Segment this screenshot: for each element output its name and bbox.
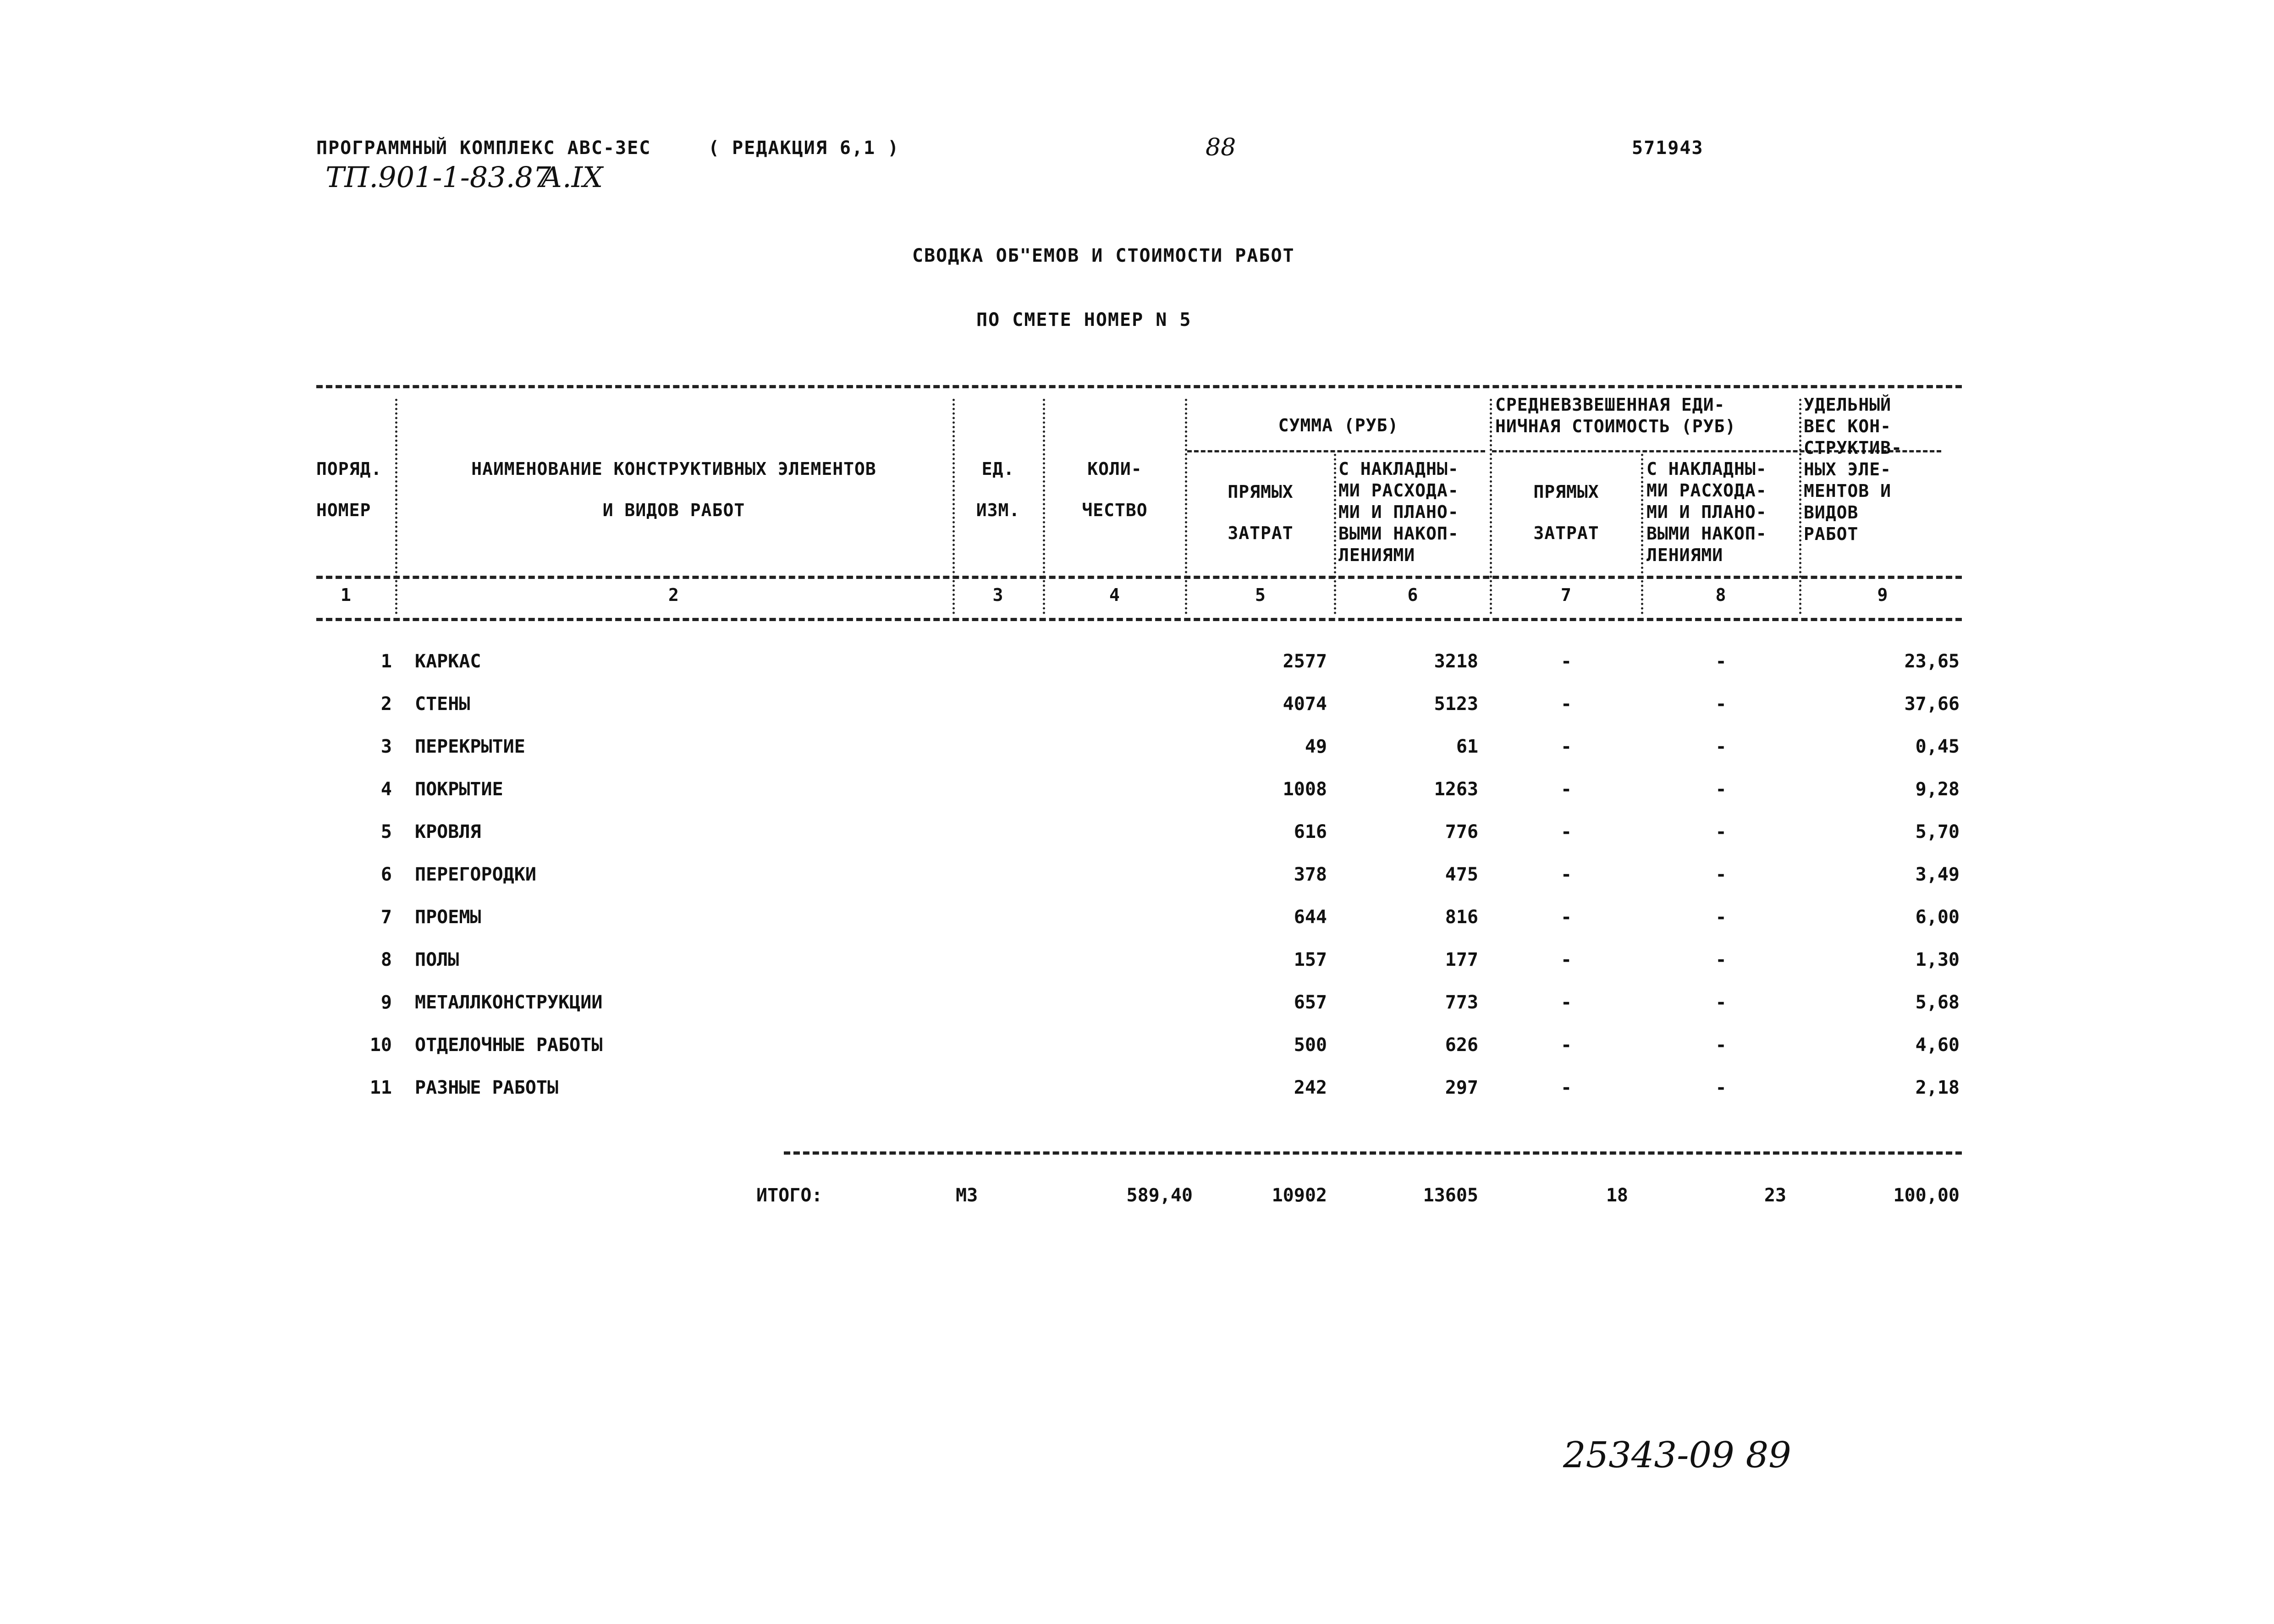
- row-avg-overhead: -: [1715, 821, 1727, 842]
- totals-direct: 10902: [1272, 1185, 1327, 1206]
- col8-header: С НАКЛАДНЫ- МИ РАСХОДА- МИ И ПЛАНО- ВЫМИ НАКОП- ЛЕНИЯМИ: [1646, 459, 1767, 565]
- row-avg-direct: -: [1560, 1077, 1572, 1098]
- row-avg-overhead: -: [1715, 694, 1727, 715]
- row-direct-cost: 242: [1294, 1077, 1327, 1098]
- col5-header-line2: ЗАТРАТ: [1228, 523, 1294, 543]
- row-overhead-cost: 177: [1445, 949, 1478, 970]
- row-avg-direct: -: [1560, 821, 1572, 842]
- col6-header: С НАКЛАДНЫ- МИ РАСХОДА- МИ И ПЛАНО- ВЫМИ НАКОП- ЛЕНИЯМИ: [1338, 459, 1459, 565]
- row-avg-overhead: -: [1715, 907, 1727, 928]
- report-title: СВОДКА ОБ"ЕМОВ И СТОИМОСТИ РАБОТ: [912, 245, 1295, 266]
- col1-header-line2: НОМЕР: [316, 500, 371, 520]
- col2-header-line1: НАИМЕНОВАНИЕ КОНСТРУКТИВНЫХ ЭЛЕМЕНТОВ: [471, 459, 876, 479]
- column-separator: [953, 399, 955, 614]
- col7-header-line2: ЗАТРАТ: [1533, 523, 1599, 543]
- row-direct-cost: 1008: [1283, 779, 1327, 800]
- row-avg-overhead: -: [1715, 779, 1727, 800]
- column-number: 2: [668, 585, 679, 605]
- col7-header-line1: ПРЯМЫХ: [1533, 482, 1599, 502]
- table-top-rule: [316, 385, 1962, 388]
- page-number: 88: [1206, 134, 1236, 161]
- col4-header-line2: ЧЕСТВО: [1082, 500, 1148, 520]
- row-name: ПРОЕМЫ: [415, 907, 481, 928]
- row-share: 5,70: [1915, 821, 1960, 842]
- row-direct-cost: 2577: [1283, 651, 1327, 672]
- row-share: 23,65: [1904, 651, 1960, 672]
- col1-header-line1: ПОРЯД.: [316, 459, 382, 479]
- row-name: СТЕНЫ: [415, 694, 470, 715]
- row-number: 2: [380, 694, 392, 715]
- project-reference: ТП.901-1-83.87: [325, 160, 551, 194]
- column-number: 1: [341, 585, 352, 605]
- row-name: МЕТАЛЛКОНСТРУКЦИИ: [415, 992, 603, 1013]
- row-avg-direct: -: [1560, 949, 1572, 970]
- column-number: 4: [1109, 585, 1120, 605]
- row-direct-cost: 657: [1294, 992, 1327, 1013]
- row-share: 2,18: [1915, 1077, 1960, 1098]
- column-number: 9: [1877, 585, 1889, 605]
- row-share: 9,28: [1915, 779, 1960, 800]
- row-name: РАЗНЫЕ РАБОТЫ: [415, 1077, 559, 1098]
- column-separator: [1799, 399, 1801, 614]
- row-share: 4,60: [1915, 1035, 1960, 1056]
- archive-stamp: 25343-09 89: [1563, 1435, 1791, 1476]
- row-name: ПОКРЫТИЕ: [415, 779, 503, 800]
- totals-quantity: 589,40: [1126, 1185, 1193, 1206]
- column-separator: [1185, 399, 1187, 614]
- row-avg-overhead: -: [1715, 949, 1727, 970]
- row-share: 37,66: [1904, 694, 1960, 715]
- row-avg-direct: -: [1560, 907, 1572, 928]
- edition: ( РЕДАКЦИЯ 6,1 ): [708, 138, 900, 159]
- row-overhead-cost: 816: [1445, 907, 1478, 928]
- row-direct-cost: 157: [1294, 949, 1327, 970]
- row-direct-cost: 616: [1294, 821, 1327, 842]
- row-overhead-cost: 776: [1445, 821, 1478, 842]
- totals-overhead: 13605: [1423, 1185, 1478, 1206]
- row-overhead-cost: 5123: [1434, 694, 1478, 715]
- column-separator: [1641, 454, 1643, 614]
- row-avg-overhead: -: [1715, 1077, 1727, 1098]
- row-overhead-cost: 475: [1445, 864, 1478, 885]
- totals-rule: [784, 1151, 1962, 1155]
- col9-header: УДЕЛЬНЫЙ ВЕС КОН- СТРУКТИВ- НЫХ ЭЛЕ- МЕНТОВ И ВИДОВ РАБОТ: [1804, 395, 1902, 544]
- estimate-number: ПО СМЕТЕ НОМЕР N 5: [976, 309, 1192, 330]
- row-number: 8: [380, 949, 392, 970]
- column-number: 8: [1715, 585, 1727, 605]
- totals-share: 100,00: [1893, 1185, 1960, 1206]
- row-name: КРОВЛЯ: [415, 821, 481, 842]
- row-avg-direct: -: [1560, 736, 1572, 757]
- row-number: 11: [369, 1077, 392, 1098]
- row-overhead-cost: 1263: [1434, 779, 1478, 800]
- totals-avg-direct: 18: [1606, 1185, 1628, 1206]
- row-avg-overhead: -: [1715, 1035, 1727, 1056]
- row-name: ПЕРЕГОРОДКИ: [415, 864, 536, 885]
- row-avg-overhead: -: [1715, 864, 1727, 885]
- row-share: 6,00: [1915, 907, 1960, 928]
- column-separator: [395, 399, 397, 614]
- row-number: 7: [380, 907, 392, 928]
- column-number: 5: [1255, 585, 1266, 605]
- row-overhead-cost: 61: [1456, 736, 1478, 757]
- column-separator: [1334, 454, 1336, 614]
- row-name: КАРКАС: [415, 651, 481, 672]
- row-number: 10: [369, 1035, 392, 1056]
- totals-label: ИТОГО:: [756, 1185, 823, 1206]
- row-direct-cost: 500: [1294, 1035, 1327, 1056]
- row-direct-cost: 644: [1294, 907, 1327, 928]
- col3-header-line1: ЕД.: [981, 459, 1015, 479]
- column-numbers-rule: [316, 618, 1962, 621]
- row-name: ПОЛЫ: [415, 949, 459, 970]
- row-share: 3,49: [1915, 864, 1960, 885]
- row-name: ПЕРЕКРЫТИЕ: [415, 736, 525, 757]
- column-separator: [1490, 399, 1492, 614]
- row-overhead-cost: 773: [1445, 992, 1478, 1013]
- col5-header-line1: ПРЯМЫХ: [1228, 482, 1294, 502]
- column-number: 3: [992, 585, 1004, 605]
- column-number: 7: [1561, 585, 1572, 605]
- col3-header-line2: ИЗМ.: [976, 500, 1020, 520]
- row-avg-overhead: -: [1715, 651, 1727, 672]
- avg-group-header-line1: СРЕДНЕВЗВЕШЕННАЯ ЕДИ-: [1495, 395, 1725, 415]
- row-name: ОТДЕЛОЧНЫЕ РАБОТЫ: [415, 1035, 603, 1056]
- row-avg-direct: -: [1560, 779, 1572, 800]
- avg-group-header-line2: НИЧНАЯ СТОИМОСТЬ (РУБ): [1495, 416, 1736, 436]
- row-overhead-cost: 297: [1445, 1077, 1478, 1098]
- row-avg-direct: -: [1560, 1035, 1572, 1056]
- row-number: 4: [380, 779, 392, 800]
- document-code: 571943: [1632, 138, 1704, 159]
- row-direct-cost: 378: [1294, 864, 1327, 885]
- row-number: 9: [380, 992, 392, 1013]
- totals-unit: М3: [956, 1185, 978, 1206]
- row-number: 3: [380, 736, 392, 757]
- row-avg-overhead: -: [1715, 736, 1727, 757]
- row-overhead-cost: 3218: [1434, 651, 1478, 672]
- row-overhead-cost: 626: [1445, 1035, 1478, 1056]
- row-direct-cost: 4074: [1283, 694, 1327, 715]
- sum-group-rule: [1187, 450, 1485, 452]
- column-number: 6: [1407, 585, 1419, 605]
- program-name: ПРОГРАММНЫЙ КОМПЛЕКС АВС-ЗЕС: [316, 138, 651, 159]
- totals-avg-overhead: 23: [1764, 1185, 1786, 1206]
- row-avg-direct: -: [1560, 992, 1572, 1013]
- row-number: 5: [380, 821, 392, 842]
- row-share: 5,68: [1915, 992, 1960, 1013]
- header-bottom-rule: [316, 576, 1962, 579]
- row-avg-direct: -: [1560, 864, 1572, 885]
- row-share: 0,45: [1915, 736, 1960, 757]
- row-avg-overhead: -: [1715, 992, 1727, 1013]
- row-number: 6: [380, 864, 392, 885]
- row-avg-direct: -: [1560, 694, 1572, 715]
- row-direct-cost: 49: [1305, 736, 1327, 757]
- col4-header-line1: КОЛИ-: [1087, 459, 1142, 479]
- col2-header-line2: И ВИДОВ РАБОТ: [602, 500, 745, 520]
- album-number: А.IX: [541, 160, 603, 194]
- row-number: 1: [380, 651, 392, 672]
- row-share: 1,30: [1915, 949, 1960, 970]
- column-separator: [1043, 399, 1045, 614]
- sum-group-header: СУММА (РУБ): [1278, 415, 1399, 435]
- row-avg-direct: -: [1560, 651, 1572, 672]
